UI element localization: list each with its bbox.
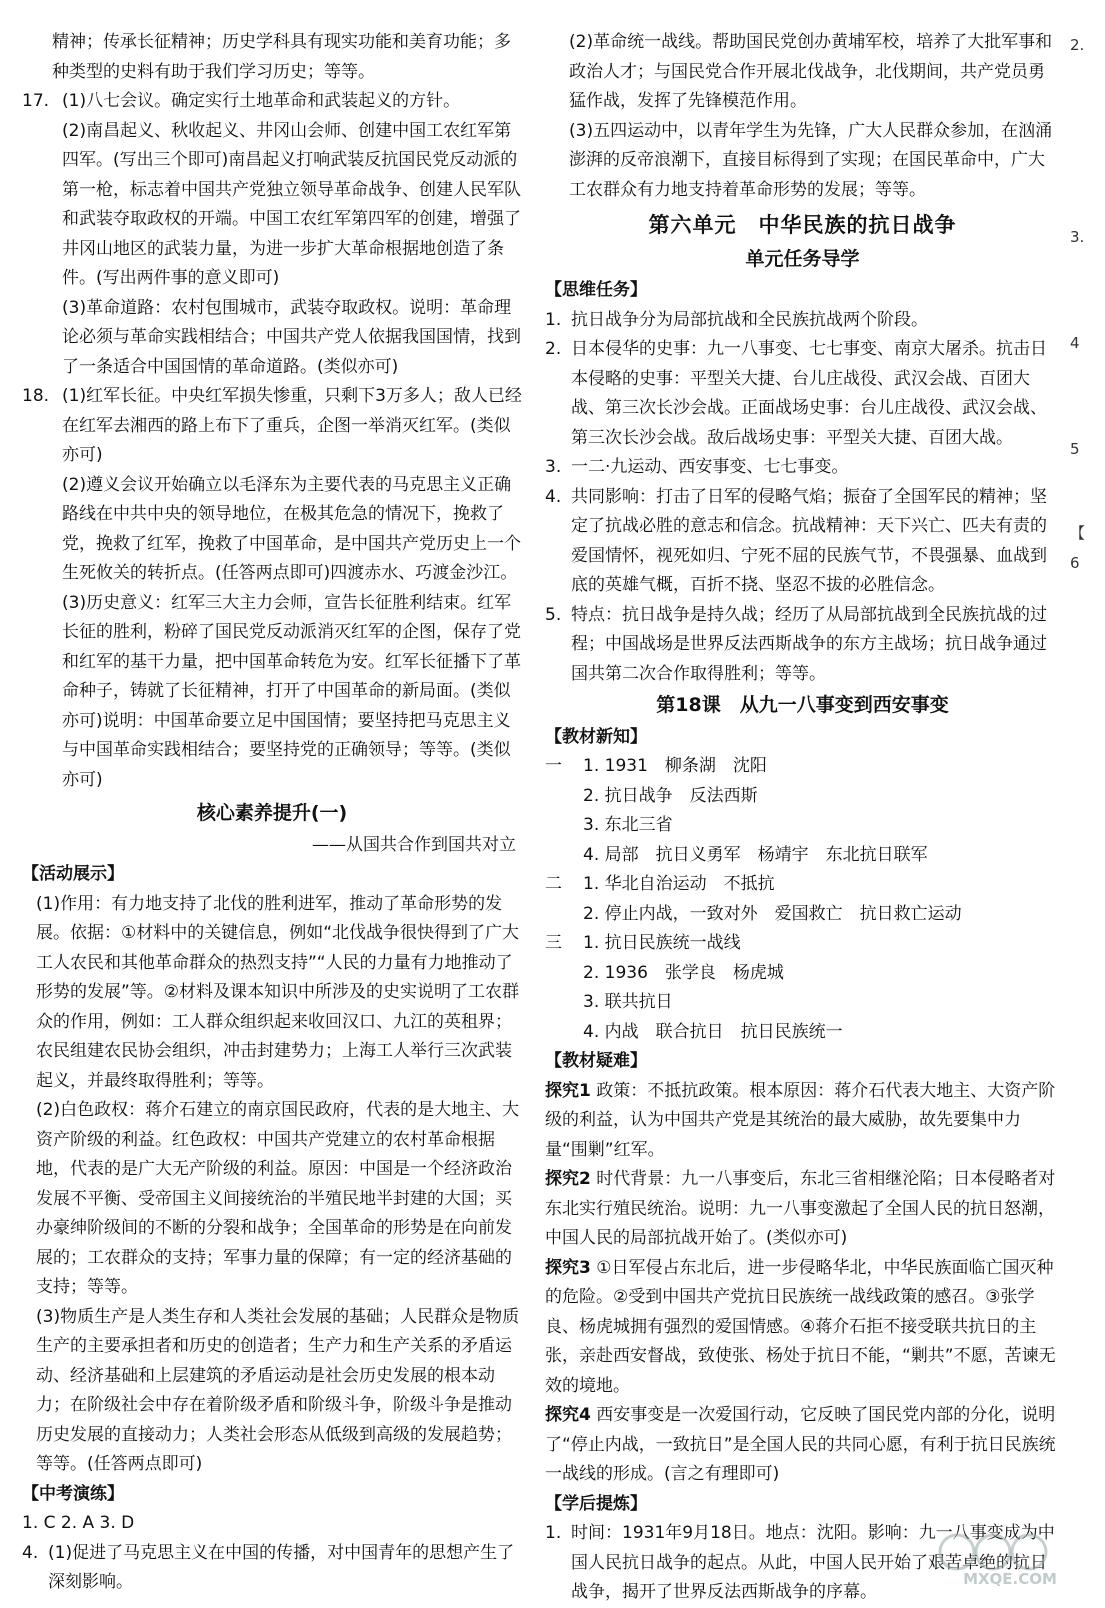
item-number: 5. (545, 604, 562, 625)
item-text: 抗日战争分为局部抗战和全民族抗战两个阶段。 (571, 309, 928, 330)
new-knowledge-group (545, 929, 1060, 1047)
question-number: 4. (22, 1542, 39, 1563)
group-line: 3. 联共抗日 (583, 992, 673, 1012)
summary-heading: 【学后提炼】 (545, 1493, 647, 1514)
difficulty-heading: 【教材疑难】 (545, 1051, 647, 1071)
watermark-logo (935, 1530, 1085, 1588)
activity-heading: 【活动展示】 (22, 864, 124, 884)
new-knowledge-heading: 【教材新知】 (545, 726, 647, 747)
explore-text: 政策：不抵抗政策。根本原因：蒋介石代表大地主、大资产阶级的利益，认为中国共产党是其统治的最大威胁，故先要集中力量“围剿”红军。 (545, 1080, 1056, 1160)
edge-fragment: 2. (1070, 36, 1085, 54)
explore-label: 探究2 (545, 1169, 591, 1189)
section-title: 核心素养提升(一) (196, 802, 348, 824)
list-item (545, 306, 1060, 336)
new-knowledge-group (545, 870, 1060, 929)
item-text: 特点：抗日战争是持久战；经历了从局部抗战到全民族抗战的过程；中国战场是世界反法西斯战争的东方主战场；抗日战争通过国共第二次合作取得胜利；等等。 (571, 604, 1047, 684)
group-lead: 二 (545, 874, 562, 894)
left-column (22, 28, 522, 1598)
list-item (545, 453, 1060, 483)
edge-fragment: 【 (1070, 524, 1086, 542)
answer-part: (1)促进了马克思主义在中国的传播，对中国青年的思想产生了深刻影响。 (48, 1542, 515, 1592)
item-text: 日本侵华的史事：九一八事变、七七事变、南京大屠杀。抗击日本侵略的史事：平型关大捷、台儿庄战役、武汉会战、百团大战、第三次长沙会战。正面战场史事：台儿庄战役、武汉会战、第三次长沙会战。敌后战场史事：平型关大捷、百团大战。 (571, 339, 1047, 448)
edge-fragment: 5 (1070, 440, 1080, 458)
explore-item (545, 1077, 1060, 1166)
group-line: 4. 局部 抗日义勇军 杨靖宇 东北抗日联军 (583, 844, 928, 865)
answer-part: (1)八七会议。确定实行土地革命和武装起义的方针。 (62, 91, 461, 111)
explore-label: 探究4 (545, 1405, 591, 1425)
answer-part: (2)南昌起义、秋收起义、井冈山会师、创建中国工农红军第四军。(写出三个即可)南昌起义打响武装反抗国民党反动派的第一枪，标志着中国共产党独立领导革命战争、创建人民军队和武装夺取政权的开端。中国工农红军第四军的创建，增强了井冈山地区的武装力量，为进一步扩大革命根据地创造了条件。(写出两件事的意义即可) (62, 120, 521, 288)
item-text: 共同影响：打击了日军的侵略气焰；振奋了全国军民的精神；坚定了抗战必胜的意志和信念。抗战精神：天下兴亡、匹夫有责的爱国情怀，视死如归、宁死不屈的民族气节，不畏强暴、血战到底的英雄气概，百折不挠、坚忍不拔的必胜信念。 (571, 486, 1047, 595)
question-number: 18. (22, 386, 50, 406)
item-text: 时间：1931年9月18日。地点：沈阳。影响：九一八事变成为中国人民抗日战争的起点。从此，中国人民开始了艰苦卓绝的抗日战争，揭开了世界反法西斯战争的序幕。 (571, 1523, 1055, 1602)
explore-text: 时代背景：九一八事变后，东北三省相继沦陷；日本侵略者对东北实行殖民统治。说明：九一八事变激起了全国人民的抗日怒潮，中国人民的局部抗战开始了。(类似亦可) (545, 1169, 1056, 1248)
exam-question-4 (22, 1539, 522, 1598)
edge-fragment: 6 (1070, 554, 1080, 572)
answer-part: (2)革命统一战线。帮助国民党创办黄埔军校，培养了大批军事和政治人才；与国民党合作开展北伐战争，北伐期间，共产党员勇猛作战，发挥了先锋模范作用。 (569, 32, 1053, 111)
intro-paragraph: 精神；传承长征精神；历史学科具有现实功能和美育功能；多种类型的史料有助于我们学习历史；等等。 (52, 32, 511, 82)
right-column (545, 28, 1060, 1608)
new-knowledge-group (545, 752, 1060, 870)
group-line: 3. 东北三省 (583, 815, 673, 835)
group-lead: 一 (545, 756, 562, 776)
item-number: 4. (545, 486, 562, 507)
group-line: 1. 1931 柳条湖 沈阳 (583, 756, 767, 776)
item-text: 一二·九运动、西安事变、七七事变。 (571, 457, 849, 477)
task-list (545, 306, 1060, 690)
answer-part: (3)历史意义：红军三大主力会师，宣告长征胜利结束。红军长征的胜利，粉碎了国民党反动派消灭红军的企图，保存了党和红军的基干力量，把中国革命转危为安。红军长征播下了革命种子，铸就了长征精神，打开了中国革命的新局面。(类似亦可)说明：中国革命要立足中国国情；要坚持把马克思主义与中国革命实践相结合；要坚持党的正确领导；等等。(类似亦可) (62, 592, 521, 790)
group-line: 2. 1936 张学良 杨虎城 (583, 962, 784, 983)
explore-text: 西安事变是一次爱国行动，它反映了国民党内部的分化，说明了“停止内战，一致抗日”是全国人民的共同心愿，有利于抗日民族统一战线的形成。(言之有理即可) (545, 1405, 1056, 1484)
list-item (545, 483, 1060, 601)
activity-part: (1)作用：有力地支持了北伐的胜利进军，推动了革命形势的发展。依据：①材料中的关键信息，例如“北伐战争很快得到了广大工人农民和其他革命群众的热烈支持”“人民的力量有力地推动了形势的发展”等。②材料及课本知识中所涉及的史实说明了工农群众的作用，例如：工人群众组织起来收回汉口、九江的英租界；农民组建农民协会组织，冲击封建势力；上海工人举行三次武装起义，并最终取得胜利；等等。 (36, 893, 520, 1091)
explore-item (545, 1401, 1060, 1490)
explore-label: 探究1 (545, 1080, 591, 1101)
list-item (545, 601, 1060, 690)
question-18 (22, 382, 522, 795)
lesson-title: 第18课 从九一八事变到西安事变 (656, 694, 949, 716)
explore-item (545, 1254, 1060, 1402)
group-line: 2. 抗日战争 反法西斯 (583, 785, 758, 806)
item-number: 2. (545, 339, 562, 359)
section-subtitle: ——从国共合作到国共对立 (312, 834, 516, 855)
item-number: 3. (545, 457, 562, 477)
answer-part: (3)五四运动中，以青年学生为先锋，广大人民群众参加，在汹涌澎湃的反帝浪潮下，直接目标得到了实现；在国民革命中，广大工农群众有力地支持着革命形势的发展；等等。 (569, 120, 1053, 200)
exam-answers: 1. C 2. A 3. D (22, 1513, 135, 1533)
guide-title: 单元任务导学 (745, 247, 860, 270)
answer-part: (1)红军长征。中央红军损失惨重，只剩下3万多人；敌人已经在红军去湘西的路上布下了重兵，企图一举消灭红军。(类似亦可) (62, 386, 522, 465)
group-lead: 三 (545, 933, 562, 953)
group-line: 4. 内战 联合抗日 抗日民族统一 (583, 1021, 843, 1042)
explore-text: ①日军侵占东北后，进一步侵略华北，中华民族面临亡国灭种的危险。②受到中国共产党抗日民族统一战线政策的感召。③张学良、杨虎城拥有强烈的爱国情感。④蒋介石拒不接受联共抗日的主张，亲赴西安督战，致使张、杨处于抗日不能，“剿共”不愿，苦谏无效的境地。 (545, 1257, 1056, 1396)
answer-part: (3)革命道路：农村包围城市，武装夺取政权。说明：革命理论必须与革命实践相结合；中国共产党人依据我国国情，找到了一条适合中国国情的革命道路。(类似亦可) (62, 297, 521, 377)
explore-item (545, 1165, 1060, 1254)
activity-part: (2)白色政权：蒋介石建立的南京国民政府，代表的是大地主、大资产阶级的利益。红色政权：中国共产党建立的农村革命根据地，代表的是广大无产阶级的利益。原因：中国是一个经济政治发展不平衡、受帝国主义间接统治的半殖民地半封建的大国；买办豪绅阶级间的不断的分裂和战争；全国革命的形势是在向前发展的；工农群众的支持；军事力量的保障；有一定的经济基础的支持；等等。 (36, 1100, 520, 1297)
edge-fragment: 3. (1070, 228, 1085, 246)
thinking-heading: 【思维任务】 (545, 280, 647, 300)
watermark-text: MXQE.COM (963, 1570, 1057, 1588)
edge-fragment: 4 (1070, 334, 1080, 352)
activity-part: (3)物质生产是人类生存和人类社会发展的基础；人民群众是物质生产的主要承担者和历史的创造者；生产力和生产关系的矛盾运动、经济基础和上层建筑的矛盾运动是社会历史发展的根本动力；在阶级社会中存在着阶级矛盾和阶级斗争，阶级斗争是推动历史发展的直接动力；人类社会形态从低级到高级的发展趋势；等等。(任答两点即可) (36, 1306, 520, 1474)
question-number: 17. (22, 91, 50, 111)
question-17 (22, 87, 522, 382)
exam-heading: 【中考演练】 (22, 1483, 124, 1504)
answer-part: (2)遵义会议开始确立以毛泽东为主要代表的马克思主义正确路线在中共中央的领导地位，在极其危急的情况下，挽救了党，挽救了红军，挽救了中国革命，是中国共产党历史上一个生死攸关的转折点。(任答两点即可)四渡赤水、巧渡金沙江。 (62, 474, 521, 583)
group-line: 1. 抗日民族统一战线 (583, 933, 741, 953)
item-number: 1. (545, 309, 562, 330)
item-number: 1. (545, 1523, 562, 1543)
explore-label: 探究3 (545, 1257, 591, 1278)
group-line: 1. 华北自治运动 不抵抗 (583, 874, 775, 894)
group-line: 2. 停止内战，一致对外 爱国救亡 抗日救亡运动 (583, 903, 962, 924)
unit-title: 第六单元 中华民族的抗日战争 (648, 213, 957, 237)
list-item (545, 335, 1060, 453)
